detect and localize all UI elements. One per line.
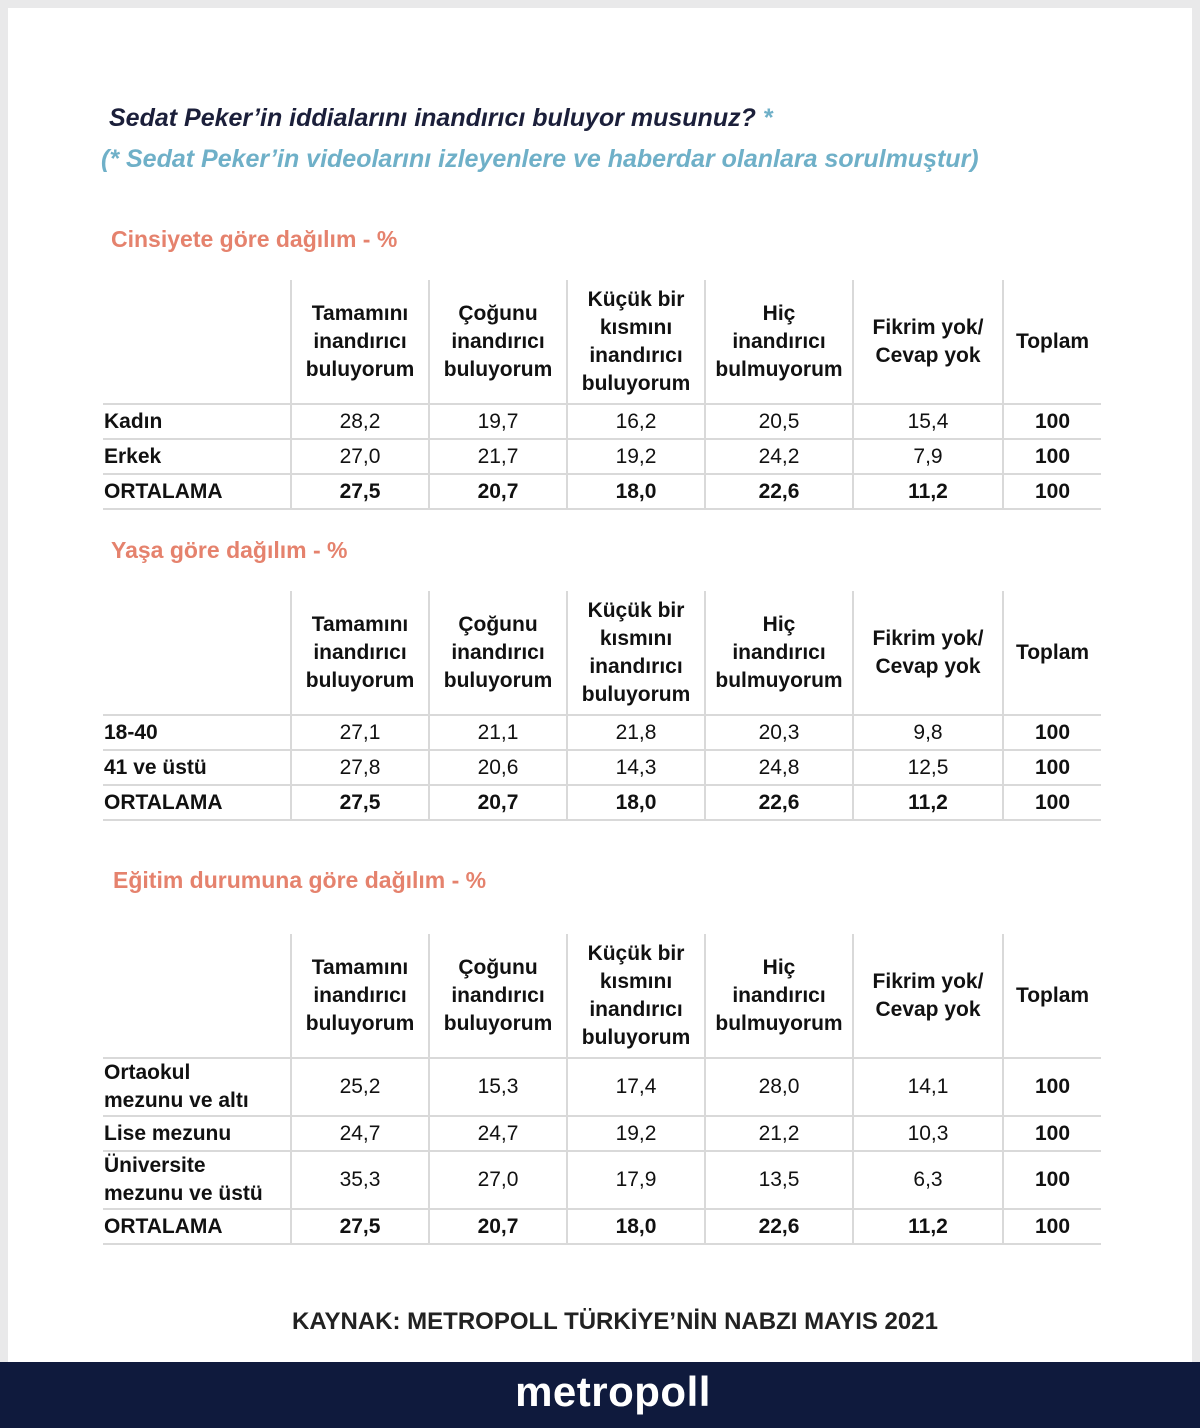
total-cell: 100 (1003, 785, 1101, 820)
row-label (103, 785, 291, 820)
text-line: Çoğunu (458, 612, 538, 636)
text-line: bulmuyorum (715, 668, 843, 692)
table-row (103, 1151, 1101, 1209)
row-label (103, 1209, 291, 1244)
value-cell: 27,5 (291, 785, 429, 820)
value-cell: 27,1 (291, 715, 429, 750)
text-line: kısmını (599, 315, 673, 339)
text-line: Çoğunu (458, 955, 538, 979)
column-header (705, 280, 853, 404)
row-label (103, 474, 291, 509)
value-cell: 17,9 (567, 1151, 705, 1209)
text-line: Küçük bir (587, 287, 685, 311)
column-header (853, 591, 1003, 715)
header-row (103, 280, 1101, 404)
value-cell: 21,2 (705, 1116, 853, 1151)
value-cell: 27,5 (291, 474, 429, 509)
text-line: 41 ve üstü (104, 755, 207, 779)
section-title-gender: Cinsiyete göre dağılım - % (111, 226, 398, 252)
value-cell: 15,4 (853, 404, 1003, 439)
text-line: buluyorum (581, 371, 691, 395)
text-line: Tamamını (311, 955, 409, 979)
text-line: inandırıcı (313, 983, 407, 1007)
section-title-education: Eğitim durumuna göre dağılım - % (113, 867, 487, 893)
table-row (103, 439, 1101, 474)
value-cell: 27,0 (291, 439, 429, 474)
header-corner (103, 934, 291, 1058)
column-header (291, 591, 429, 715)
text-line: Ortaokul (104, 1061, 191, 1084)
total-cell: 100 (1003, 1209, 1101, 1244)
text-line: Lise mezunu (104, 1121, 232, 1145)
text-line: 18-40 (104, 720, 158, 744)
column-header (567, 934, 705, 1058)
value-cell: 18,0 (567, 1209, 705, 1244)
value-cell: 7,9 (853, 439, 1003, 474)
column-header (429, 591, 567, 715)
value-cell: 18,0 (567, 474, 705, 509)
value-cell: 20,6 (429, 750, 567, 785)
table-row (103, 750, 1101, 785)
text-line: Erkek (104, 444, 162, 468)
value-cell: 6,3 (853, 1151, 1003, 1209)
value-cell: 24,7 (429, 1116, 567, 1151)
value-cell: 28,0 (705, 1058, 853, 1116)
value-cell: 14,1 (853, 1058, 1003, 1116)
value-cell: 19,2 (567, 439, 705, 474)
column-header (1003, 591, 1101, 715)
text-line: inandırıcı (589, 997, 683, 1021)
text-line: Cevap yok (875, 343, 981, 367)
value-cell: 16,2 (567, 404, 705, 439)
text-line: inandırıcı (313, 640, 407, 664)
text-line: Toplam (1015, 640, 1090, 664)
value-cell: 24,2 (705, 439, 853, 474)
text-line: Çoğunu (458, 301, 538, 325)
total-cell: 100 (1003, 1058, 1101, 1116)
text-line: buluyorum (581, 1025, 691, 1049)
column-header (567, 591, 705, 715)
table-education (103, 934, 1101, 1245)
value-cell: 28,2 (291, 404, 429, 439)
text-line: buluyorum (581, 682, 691, 706)
value-cell: 10,3 (853, 1116, 1003, 1151)
text-line: inandırıcı (313, 329, 407, 353)
text-line: Küçük bir (587, 598, 685, 622)
header-corner (103, 280, 291, 404)
value-cell: 22,6 (705, 785, 853, 820)
text-line: buluyorum (443, 668, 553, 692)
table-row (103, 785, 1101, 820)
table-row (103, 1116, 1101, 1151)
total-cell: 100 (1003, 404, 1101, 439)
text-line: inandırıcı (732, 640, 826, 664)
row-label (103, 750, 291, 785)
value-cell: 20,7 (429, 1209, 567, 1244)
table-gender (103, 280, 1101, 510)
table-row (103, 1209, 1101, 1244)
text-line: buluyorum (305, 668, 415, 692)
column-header (705, 591, 853, 715)
text-line: ORTALAMA (104, 479, 223, 503)
row-label (103, 1116, 291, 1151)
text-line: Küçük bir (587, 941, 685, 965)
value-cell: 11,2 (853, 785, 1003, 820)
row-label (103, 715, 291, 750)
text-line: Fikrim yok/ (872, 315, 984, 339)
text-line: Toplam (1015, 329, 1090, 353)
text-line: Hiç (762, 955, 796, 979)
column-header (705, 934, 853, 1058)
text-line: bulmuyorum (715, 1011, 843, 1035)
value-cell: 27,5 (291, 1209, 429, 1244)
value-cell: 11,2 (853, 474, 1003, 509)
section-title-age: Yaşa göre dağılım - % (111, 537, 348, 563)
row-label (103, 1151, 291, 1209)
row-label (103, 439, 291, 474)
value-cell: 15,3 (429, 1058, 567, 1116)
text-line: Fikrim yok/ (872, 969, 984, 993)
text-line: inandırıcı (732, 329, 826, 353)
text-line: inandırıcı (589, 654, 683, 678)
text-line: buluyorum (443, 357, 553, 381)
table-row (103, 474, 1101, 509)
header-corner (103, 591, 291, 715)
text-line: Fikrim yok/ (872, 626, 984, 650)
header-row (103, 934, 1101, 1058)
column-header (291, 934, 429, 1058)
value-cell: 20,7 (429, 785, 567, 820)
row-label (103, 1058, 291, 1116)
column-header (853, 934, 1003, 1058)
text-line: Cevap yok (875, 997, 981, 1021)
table-row (103, 715, 1101, 750)
value-cell: 21,8 (567, 715, 705, 750)
column-header (567, 280, 705, 404)
total-cell: 100 (1003, 474, 1101, 509)
text-line: Hiç (762, 612, 796, 636)
value-cell: 11,2 (853, 1209, 1003, 1244)
text-line: kısmını (599, 626, 673, 650)
text-line: ORTALAMA (104, 790, 223, 814)
question-footnote: (* Sedat Peker’in videolarını izleyenlere ve haberdar olanlara sorulmuştur) (101, 145, 979, 173)
value-cell: 27,8 (291, 750, 429, 785)
text-line: Tamamını (311, 612, 409, 636)
text-line: inandırıcı (732, 983, 826, 1007)
value-cell: 17,4 (567, 1058, 705, 1116)
total-cell: 100 (1003, 715, 1101, 750)
row-label (103, 404, 291, 439)
value-cell: 25,2 (291, 1058, 429, 1116)
column-header (429, 934, 567, 1058)
value-cell: 24,7 (291, 1116, 429, 1151)
value-cell: 24,8 (705, 750, 853, 785)
table-row (103, 404, 1101, 439)
column-header (1003, 280, 1101, 404)
total-cell: 100 (1003, 439, 1101, 474)
footer-bar (0, 1362, 1200, 1428)
value-cell: 21,7 (429, 439, 567, 474)
value-cell: 35,3 (291, 1151, 429, 1209)
source-note: KAYNAK: METROPOLL TÜRKİYE’NİN NABZI MAYIS 2021 (292, 1308, 938, 1335)
text-line: inandırıcı (589, 343, 683, 367)
value-cell: 20,5 (705, 404, 853, 439)
footnote-star: * (762, 104, 773, 132)
column-header (291, 280, 429, 404)
value-cell: 13,5 (705, 1151, 853, 1209)
text-line: mezunu ve üstü (104, 1182, 263, 1205)
text-line: inandırıcı (451, 640, 545, 664)
text-line: buluyorum (305, 1011, 415, 1035)
total-cell: 100 (1003, 1116, 1101, 1151)
value-cell: 20,3 (705, 715, 853, 750)
text-line: Toplam (1015, 983, 1090, 1007)
text-line: Üniversite (104, 1154, 206, 1177)
metropoll-logo: metropoll (515, 1368, 711, 1415)
text-line: inandırıcı (451, 329, 545, 353)
total-cell: 100 (1003, 1151, 1101, 1209)
value-cell: 22,6 (705, 1209, 853, 1244)
text-line: ORTALAMA (104, 1214, 223, 1238)
table-age (103, 591, 1101, 821)
value-cell: 21,1 (429, 715, 567, 750)
text-line: mezunu ve altı (104, 1089, 249, 1112)
value-cell: 9,8 (853, 715, 1003, 750)
value-cell: 19,7 (429, 404, 567, 439)
column-header (1003, 934, 1101, 1058)
text-line: inandırıcı (451, 983, 545, 1007)
value-cell: 12,5 (853, 750, 1003, 785)
text-line: Tamamını (311, 301, 409, 325)
value-cell: 19,2 (567, 1116, 705, 1151)
column-header (853, 280, 1003, 404)
value-cell: 18,0 (567, 785, 705, 820)
value-cell: 27,0 (429, 1151, 567, 1209)
question-title (109, 104, 773, 133)
header-row (103, 591, 1101, 715)
text-line: kısmını (599, 969, 673, 993)
table-row (103, 1058, 1101, 1116)
value-cell: 20,7 (429, 474, 567, 509)
text-line: Hiç (762, 301, 796, 325)
value-cell: 14,3 (567, 750, 705, 785)
question-text: Sedat Peker’in iddialarını inandırıcı buluyor musunuz? (109, 104, 756, 132)
text-line: Cevap yok (875, 654, 981, 678)
value-cell: 22,6 (705, 474, 853, 509)
total-cell: 100 (1003, 750, 1101, 785)
column-header (429, 280, 567, 404)
text-line: buluyorum (305, 357, 415, 381)
text-line: bulmuyorum (715, 357, 843, 381)
text-line: buluyorum (443, 1011, 553, 1035)
text-line: Kadın (104, 409, 163, 433)
